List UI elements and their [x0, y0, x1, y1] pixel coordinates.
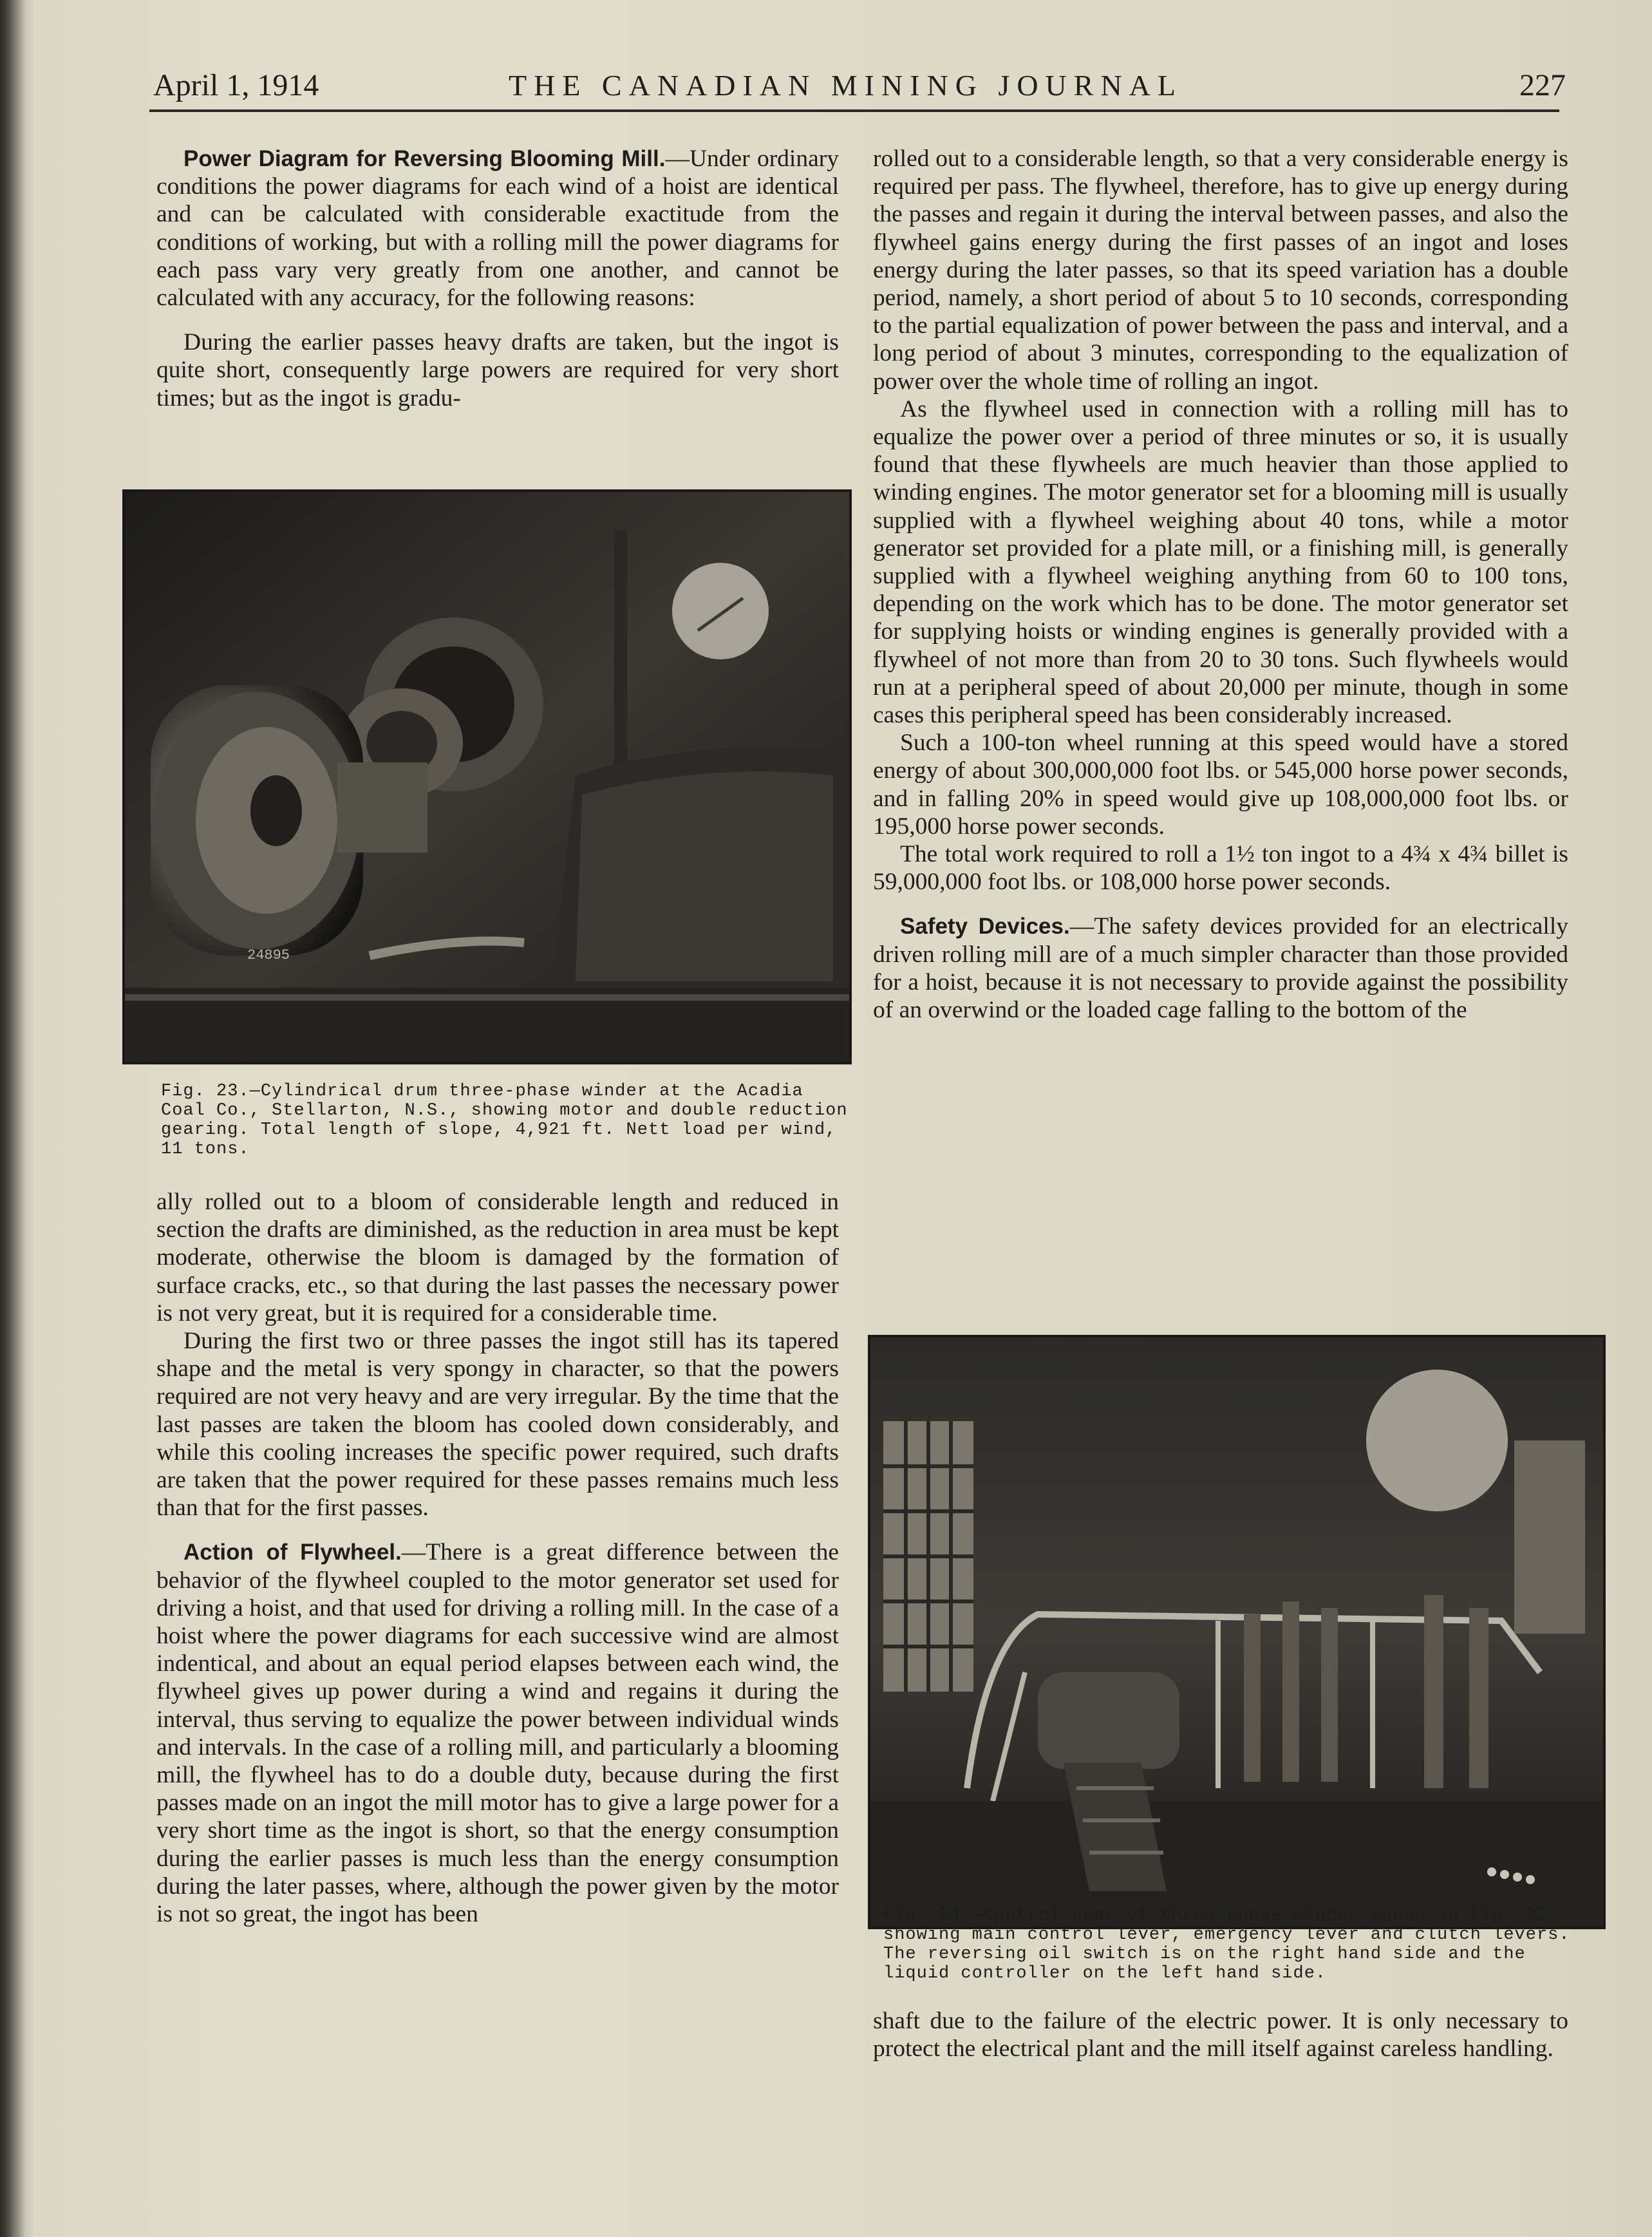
right-column-bottom — [873, 2007, 1568, 2062]
section-heading-power-diagram: Power Diagram for Reversing Blooming Mill. — [183, 146, 666, 171]
plate-number-label: 24895 — [247, 947, 290, 963]
paragraph: During the first two or three passes the ingot still has its tapered shape and the metal is very spongy in character, so that the powers required are not very heavy and are very irregular. By the time that the last passes are taken the bloom has cooled down considerably, and while this cooling increases the specific power required, such drafts are taken that the power required for these passes remains much less than that for the first passes. — [156, 1328, 839, 1522]
section-heading-safety-devices: Safety Devices. — [900, 914, 1070, 939]
left-column-bottom — [156, 1188, 839, 1928]
figure-24-caption-text: —Control gear of three-phase winder shown in Fig. 22, showing main control lever, emergency lever and clutch levers. The reversing oil switch is on the right hand side and the liquid controller on the left hand side. — [883, 1906, 1570, 1983]
paragraph: As the flywheel used in connection with a rolling mill has to equalize the power over a period of three minutes or so, it is usually found that these flywheels are much heavier than those applied to winding engines. The motor generator set for a blooming mill is usually supplied with a flywheel weighing about 40 tons, while a motor generator set provided for a plate mill, or a finishing mill, is generally supplied with a flywheel weighing anything from 60 to 100 tons, depending on the work which has to be done. The motor generator set for supplying hoists or winding engines is generally provided with a flywheel of not more than from 20 to 30 tons. Such flywheels would run at a peripheral speed of about 20,000 per minute, though in some cases this peripheral speed has been considerably increased. — [873, 395, 1568, 729]
paragraph: During the earlier passes heavy drafts are taken, but the ingot is quite short, consequently large powers are required for very short times; but as the ingot is gradu- — [156, 329, 839, 411]
paragraph: shaft due to the failure of the electric power. It is only necessary to protect the electrical plant and the mill itself against careless handling. — [873, 2008, 1568, 2062]
paragraph: Action of Flywheel.—There is a great difference between the behavior of the flywheel coupled to the motor generator set used for driving a hoist, and that used for driving a rolling mill. In the case of a hoist where the power diagrams for each successive wind are almost indentical, and about an equal period elapses between each wind, the flywheel gives up power during a wind and regains it during the interval, thus serving to equalize the power between individual winds and intervals. In the case of a rolling mill, and particularly a blooming mill, the flywheel has to do a double duty, because during the first passes made on an ingot the mill motor has to give a large power for a very short time as the ingot is short, so that the energy consumption during the earlier passes is much less than the energy consumption during the later passes, where, although the power given by the motor is not so great, the ingot has been — [156, 1539, 839, 1928]
figure-24-photo — [868, 1335, 1606, 1929]
figure-23-caption — [161, 1082, 850, 1159]
issue-date: April 1, 1914 — [153, 68, 319, 102]
figure-23-caption-text: —Cylindrical drum three-phase winder at the Acadia Coal Co., Stellarton, N.S., showing motor and double reduction gearing. Total length of slope, 4,921 ft. Nett load per wind, 11 tons. — [161, 1082, 848, 1159]
figure-24-label: Fig. 24. — [883, 1906, 972, 1925]
paragraph: The total work required to roll a 1½ ton ingot to a 4¾ x 4¾ billet is 59,000,000 foot lbs. or 108,000 horse power seconds. — [873, 841, 1568, 896]
journal-title: THE CANADIAN MINING JOURNAL — [509, 69, 1183, 102]
header-rule — [149, 109, 1559, 112]
paragraph: Safety Devices.—The safety devices provided for an electrically driven rolling mill are of a much simpler character than those provided for a hoist, because it is not necessary to provide against the possibility of an overwind or the loaded cage falling to the bottom of the — [873, 913, 1569, 1024]
paragraph: Such a 100-ton wheel running at this speed would have a stored energy of about 300,000,000 foot lbs. or 545,000 horse power seconds, and in falling 20% in speed would give up 108,000,000 foot lbs. or 195,000 horse power seconds. — [873, 730, 1568, 840]
figure-24-caption — [883, 1906, 1585, 1983]
paragraph: ally rolled out to a bloom of considerable length and reduced in section the drafts are diminished, as the reduction in area must be kept moderate, otherwise the bloom is damaged by the formation of surface cracks, etc., so that during the last passes the necessary power is not very great, but it is required for a considerable time. — [156, 1189, 839, 1326]
winder-machinery-illustration — [125, 492, 849, 1062]
figure-23-label: Fig. 23. — [161, 1082, 250, 1101]
page-number: 227 — [1519, 68, 1566, 102]
figure-23-photo — [122, 489, 852, 1064]
section-heading-action-of-flywheel: Action of Flywheel. — [183, 1540, 402, 1565]
paragraph: rolled out to a considerable length, so that a very considerable energy is required per pass. The flywheel, therefore, has to give up energy during the passes and regain it during the interval between passes, and also the flywheel gains energy during the first passes of an ingot and loses energy during the later passes, so that its speed variation has a double period, namely, a short period of about 5 to 10 seconds, corresponding to the partial equalization of power between the pass and interval, and a long period of about 3 minutes, corresponding to the equalization of power over the whole time of rolling an ingot. — [873, 146, 1568, 395]
control-gear-illustration — [870, 1337, 1603, 1927]
left-column-top — [156, 145, 839, 412]
right-column-top — [873, 145, 1568, 1024]
binding-shadow — [0, 0, 26, 2237]
paragraph: Power Diagram for Reversing Blooming Mill.—Under ordinary conditions the power diagrams for each wind of a hoist are identical and can be calculated with considerable exactitude from the conditions of working, but with a rolling mill the power diagrams for each pass vary very greatly from one another, and cannot be calculated with any accuracy, for the following reasons: — [156, 146, 839, 312]
